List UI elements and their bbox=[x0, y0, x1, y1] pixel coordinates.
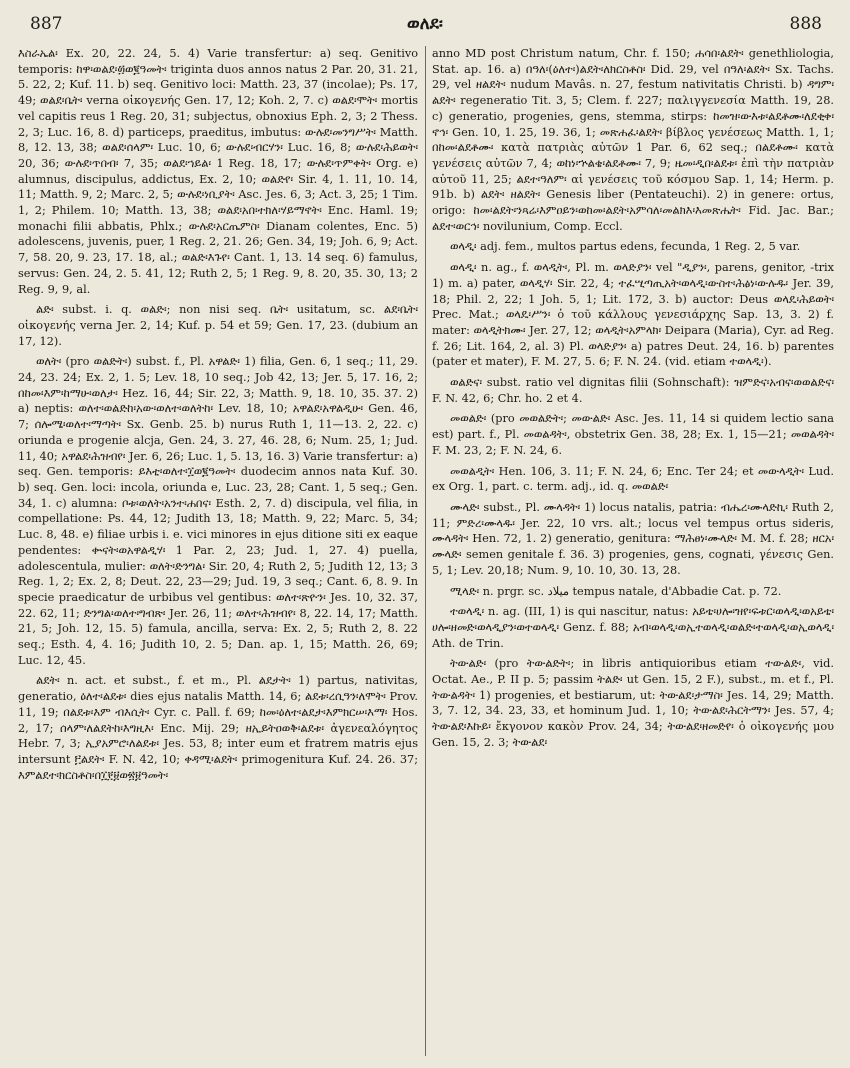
page-header bbox=[0, 14, 850, 44]
running-headword: ወለደ፡ bbox=[407, 14, 443, 34]
entry-walatt: ወለት፡ (pro ወልድት፡) subst. f., Pl. አዋልድ፡ 1) filia, Gen. 6, 1 seq.; 11, 29. 24, 23. 24; Ex. 2, 1. 5; Lev. 18, 10 seq.; Job 42, 13; Jer. 5, 17. 16, 2; በከመ፡እም፡ከማሁ፡ወለታ፡ Hez. 16, 44; Sir. 22, 3; Matth. 9, 18. 10, 35. 37. 2) a) neptis: ወለተ፡ወልድከ፡አው፡ወለተ፡ወለትከ፡ Lev. 18, 10; አዋልደ፡አዋልዲሁ፡ Gen. 46, 7; ሰሎሜ፡ወለተ፡ማጣት፡ Sx. Genb. 25. b) nurus Ruth 1, 11—13. 2, 22. c) oriunda e progenie alcja, Gen. 24, 3. 27, 46. 28, 6; Num. 25, 1; Jud. 11, 40; አዋልደ፡ሕዝብየ፡ Jer. 6, 26; Luc. 1, 5. 13, 16. 3) Varie transfertur: a) seq. Gen. temporis: ይእቲ፡ወለተ፡፲ወ፪ዓመት፡ duodecim annos nata Kuf. 30. b) seq. Gen. loci: incola, oriunda e, Luc. 23, 28; Cant. 1, 5 seq.; Gen. 34, 1. c) alumna: ቦቱ፡ወለት፡አንተ፡ሐበና፡ Esth. 2, 7. d) discipula, vel filia, in compellatione: Ps. 44, 12; Judith 13, 18; Matth. 9, 22; Marc. 5, 34; Luc. 8, 48. e) filiae urbis i. e. vici minores in ejus ditione siti ex eaque pendentes: ቍናት፡ወአዋልዲሃ፡ 1 Par. 2, 23; Jud. 1, 27. 4) puella, adolescentula, mulier: ወለት፡ድንግል፡ Sir. 20, 4; Ruth 2, 5; Judith 12, 13; 3 Reg. 1, 2; Ex. 2, 8; Deut. 22, 23—29; Jud. 19, 3 seq.; Cant. 6, 8. 9. In specie praedicatur de urbibus vel gentibus: ወለተ፡ጽዮን፡ Jes. 10, 32. 37, 22. 62, 11; ድንግል፡ወለተ፡ግብጽ፡ Jer. 26, 11; ወለተ፡ሕዝብየ፡ 8, 22. 14, 17; Matth. 21, 5; Joh. 12, 15. 5) famula, ancilla, serva: Ex. 2, 5; Ruth 2, 8. 22 seq.; Esth. 4, 4. 16; Judith 10, 2. 5; Dan. ap. 1, 15; Matth. 26, 69; Luc. 12, 45. bbox=[18, 355, 418, 667]
entry-mawalledit: መወልዲት፡ Hen. 106, 3. 11; F. N. 24, 6; Enc. Ter 24; et መውላዲት፡ Lud. ex Org. 1, part. c. term. adj., id. q. መወልድ፡ bbox=[432, 464, 834, 494]
right-column bbox=[432, 46, 834, 1060]
page-number-right: 888 bbox=[789, 14, 822, 34]
entry-milad: ሚላድ፡ n. prgr. sc. ميلاد tempus natale, d'Abbadie Cat. p. 72. bbox=[450, 584, 782, 598]
entry-mawalled: መወልድ፡ (pro መወልድት፡; መውልድ፡ Asc. Jes. 11, 14 si quidem lectio sana est) part. f., Pl. መወልዳት፡, obstetrix Gen. 38, 28; Ex. 1, 15—21; መወልዳት፡ F. M. 23, 2; F. N. 24, 6. bbox=[432, 412, 834, 457]
entry-led: ልድ፡ subst. i. q. ወልድ፡; non nisi seq. ቤት፡ usitatum, sc. ልደ፡ቤት፡ οἰκογενής verna Jer. 2, 14; Kuf. p. 54 et 59; Gen. 17, 23. (dubium an 17, 12). bbox=[18, 303, 418, 348]
entry-mulad: ሙላድ፡ subst., Pl. ሙላዳት፡ 1) locus natalis, patria: ብሔረ፡ሙላድኪ፡ Ruth 2, 11; ምድረ፡ሙላዱ፡ Jer. 22, 10 vrs. alt.; locus vel tempus ortus sideris, ሙላዳት፡ Hen. 72, 1. 2) generatio, genitura: ማሕፀነ፡ሙላድ፡ M. M. f. 28; ዘርአ፡ሙላድ፡ semen genitale f. 36. 3) progenies, gens, cognati, γένεσις Gen. 5, 1; Lev. 20,18; Num. 9, 10. 10, 30. 13, 28. bbox=[432, 500, 834, 577]
entry-tewled: ትውልድ፡ (pro ትውልድት፡; in libris antiquioribus etiam ተውልድ፡, vid. Octat. Ae., P. II p. 5; passim ትልድ፡ ut Gen. 15, 2 F.), subst., m. et f., Pl. ትውልዳት፡ 1) progenies, et bestiarum, ut: ትውልደ፡ታማስ፡ Jes. 14, 29; Matth. 3, 7. 12, 34. 23, 33, et hominum Jud. 1, 10; ትውልደ፡ሕርትማን፡ Jes. 57, 4; ትውልደ፡እኩይ፡ ἔκγονον κακὸν Prov. 24, 34; ትውልደ፡ዘመድየ፡ ὁ οἰκογενής μου Gen. 15, 2. 3; ትውልደ፡ bbox=[432, 657, 834, 749]
entry-tawaladi: ተወላዲ፡ n. ag. (III, 1) is qui nascitur, natus: አይቴ፡ሀሎ፡ዝየ፡ፍቱር፡ወላዲ፡ወአይቴ፡ሀሎ፡ዘመድ፡ወላዲያን፡ወተወላዲ፡ Genz. f. 88; አብ፡ወላዲ፡ወኢተወላዲ፡ወልድ፡ተወላዲ፡ወኢወላዲ፡ Ath. de Trin. bbox=[432, 605, 834, 650]
entry-ledat-continued: anno MD post Christum natum, Chr. f. 150; ሐሳበ፡ልደት፡ genethliologia, Stat. ap. 16. a) በዓለ፡(ዕለተ፡)ልደት፡ለክርስቶስ፡ Did. 29, vel በዓለ፡ልደት፡ Sx. Tachs. 29, vel ዘልደት፡ nudum Mavâs. n. 27, festum nativitatis Christi. b) ዳግም፡ልደት፡ regeneratio Tit. 3, 5; Clem. f. 227; παλιγγενεσία Matth. 19, 28. c) generatio, progenies, gens, stemma, stirps: ከመዝ፡ውእቱ፡ልደቶሙ፡ለደቂቀ፡ኖኅ፡ Gen. 10, 1. 25, 19. 36, 1; መጽሐፈ፡ልደት፡ βίβλος γενέσεως Matth. 1, 1; በከመ፡ልደቶሙ፡ κατὰ πατριὰς αὐτῶν 1 Par. 6, 62 seq.; በልደቶሙ፡ κατὰ γενέσεις αὐτῶν 7, 4; ወከነ፡ኍልቄ፡ልደቶሙ፡ 7, 9; ዜመ፡ዲበ፡ልደቱ፡ ἐπὶ τὴν πατριὰν αὐτοῦ 11, 25; ልደተ፡ዓለም፡ αἱ γενέσεις τοῦ κόσμου Sap. 1, 14; Herm. p. 91b. b) ልደት፡ ዘልደት፡ Genesis liber (Pentateuchi). 2) in genere: ortus, origo: ከመ፡ልደት፡ንጻሬ፡እምዐይን፡ወከመ፡ልደት፡አምሳለ፡መልክእ፡እመጽሔት፡ Fid. Jac. Bar.; ልደተ፡ወርኅ፡ novilunium, Comp. Eccl. bbox=[432, 47, 834, 233]
left-column bbox=[18, 46, 418, 1060]
column-divider bbox=[425, 46, 426, 1056]
entry-waladi-noun: ወላዲ፡ n. ag., f. ወላዲት፡, Pl. m. ወላድያን፡ vel "ዲያን፡, parens, genitor, -trix 1) m. a) pater, ወላዲሃ፡ Sir. 22, 4; ተፈሢጣጢአት፡ወላዲ፡ውስተ፡ሕፅነ፡ውሉዱ፡ Jer. 39, 18; Phil. 2, 22; 1 Joh. 5, 1; Lit. 172, 3. b) auctor: Deus ወላዴ፡ሕይወት፡ Prec. Mat.; ወላዴ፡ሥን፡ ὁ τοῦ κάλλους γενεσιάρχης Sap. 13, 3. 2) f. mater: ወላዲትክሙ፡ Jer. 27, 12; ወላዲት፡አምላክ፡ Deipara (Maria), Cyr. ad Reg. f. 26; Lit. 164, 2, al. 3) Pl. ወላድያን፡ a) patres Deut. 24, 16. b) parentes (pater et mater), F. M. 27, 5. 6; F. N. 24. (vid. etiam ተወላዲ፡). bbox=[432, 261, 834, 369]
page-number-left: 887 bbox=[30, 14, 63, 34]
entry-weldena: ወልድና፡ subst. ratio vel dignitas filii (Sohnschaft): ዝምድና፡አብና፡ወወልድና፡ F. N. 42, 6; Chr. ho. 2 et 4. bbox=[432, 376, 834, 405]
entry-ledat: ልደት፡ n. act. et subst., f. et m., Pl. ልደታት፡ 1) partus, nativitas, generatio, ዕለተ፡ልደቱ፡ dies ejus natalis Matth. 14, 6; ልደቱ፡ረሲዓን፡ለሞት፡ Prov. 11, 19; በልደቱ፡እም ብእሲት፡ Cyr. c. Pall. f. 69; ከመ፡ዕለተ፡ልደታ፡እምክርሠ፡እማ፡ Hos. 2, 17; ሰላም፡ለልደትከ፡እግዚእ፡ Enc. Mij. 29; ዘኢይትዐወቅ፡ልደቱ፡ ἀγενεαλόγητος Hebr. 7, 3; ኢያአምሮ፡ለልደቱ፡ Jes. 53, 8; inter eum et fratrem matris ejus intersunt ፫ልደት፡ F. N. 42, 10; ቀዳሚ፡ልደት፡ primogenitura Kuf. 24. 26. 37; እምልደተ፡ክርስቶስ፡በ፲፻፱ወ፳፱ዓመት፡ bbox=[18, 674, 418, 782]
entry-waladi-adj: ወላዲ፡ adj. fem., multos partus edens, fecunda, 1 Reg. 2, 5 var. bbox=[450, 240, 801, 254]
entry-walada-continued: እስራኤል፡ Ex. 20, 22. 24, 5. 4) Varie transfertur: a) seq. Genitivo temporis: ከዋ፡ወልደ፡፴ወ፪ዓመት፡ triginta duos annos natus 2 Par. 20, 31. 21, 5. 22, 2; Kuf. 11. b) seq. Genitivo loci: Matth. 23, 37 (incolae); Ps. 17, 49; ወልደ፡ቤት፡ verna οἰκογενής Gen. 17, 12; Koh. 2, 7. c) ወልደ፡ሞት፡ mortis vel capitis reus 1 Reg. 20, 31; subjectus, obnoxius Eph. 2, 3; 2 Thess. 2, 3; Luc. 16, 8. d) particeps, praeditus, imbutus: ውሉደ፡መንግሥት፡ Matth. 8, 12. 13, 38; ወልደ፡ሰላም፡ Luc. 10, 6; ውሉደ፡ብርሃን፡ Luc. 16, 8; ውሉደ፡ሕይወት፡ 20, 36; ውሉደ፡ጥበብ፡ 7, 35; ወልደ፡ኀይል፡ 1 Reg. 18, 17; ውሉደ፡ጥምቀት፡ Org. e) alumnus, discipulus, addictus, Ex. 2, 10; ወልድየ፡ Sir. 4, 1. 11, 10. 14, 11; Matth. 9, 2; Marc. 2, 5; ውሉደ፡ነቢያት፡ Asc. Jes. 6, 3; Act. 3, 25; 1 Tim. 1, 2; Philem. 10; Matth. 13, 38; ወልደ፡አበ፡ተክለ፡ሃይማኖት፡ Enc. Haml. 19; monachi filii abbatis, Phlx.; ውሉደ፡አርጤምስ፡ Dianam colentes, Enc. 5) adolescens, juvenis, puer, 1 Reg. 2, 21. 26; Gen. 34, 19; Joh. 6, 9; Act. 7, 58. 20, 9. 23, 17. 18, al.; ወልድ፡እጉየ፡ Cant. 1, 13. 14 seq. 6) famulus, servus: Gen. 24, 2. 5. 41, 12; Ruth 2, 5; 1 Reg. 9, 8. 20, 35. 30, 13; 2 Reg. 9, 9, al. bbox=[18, 47, 418, 296]
